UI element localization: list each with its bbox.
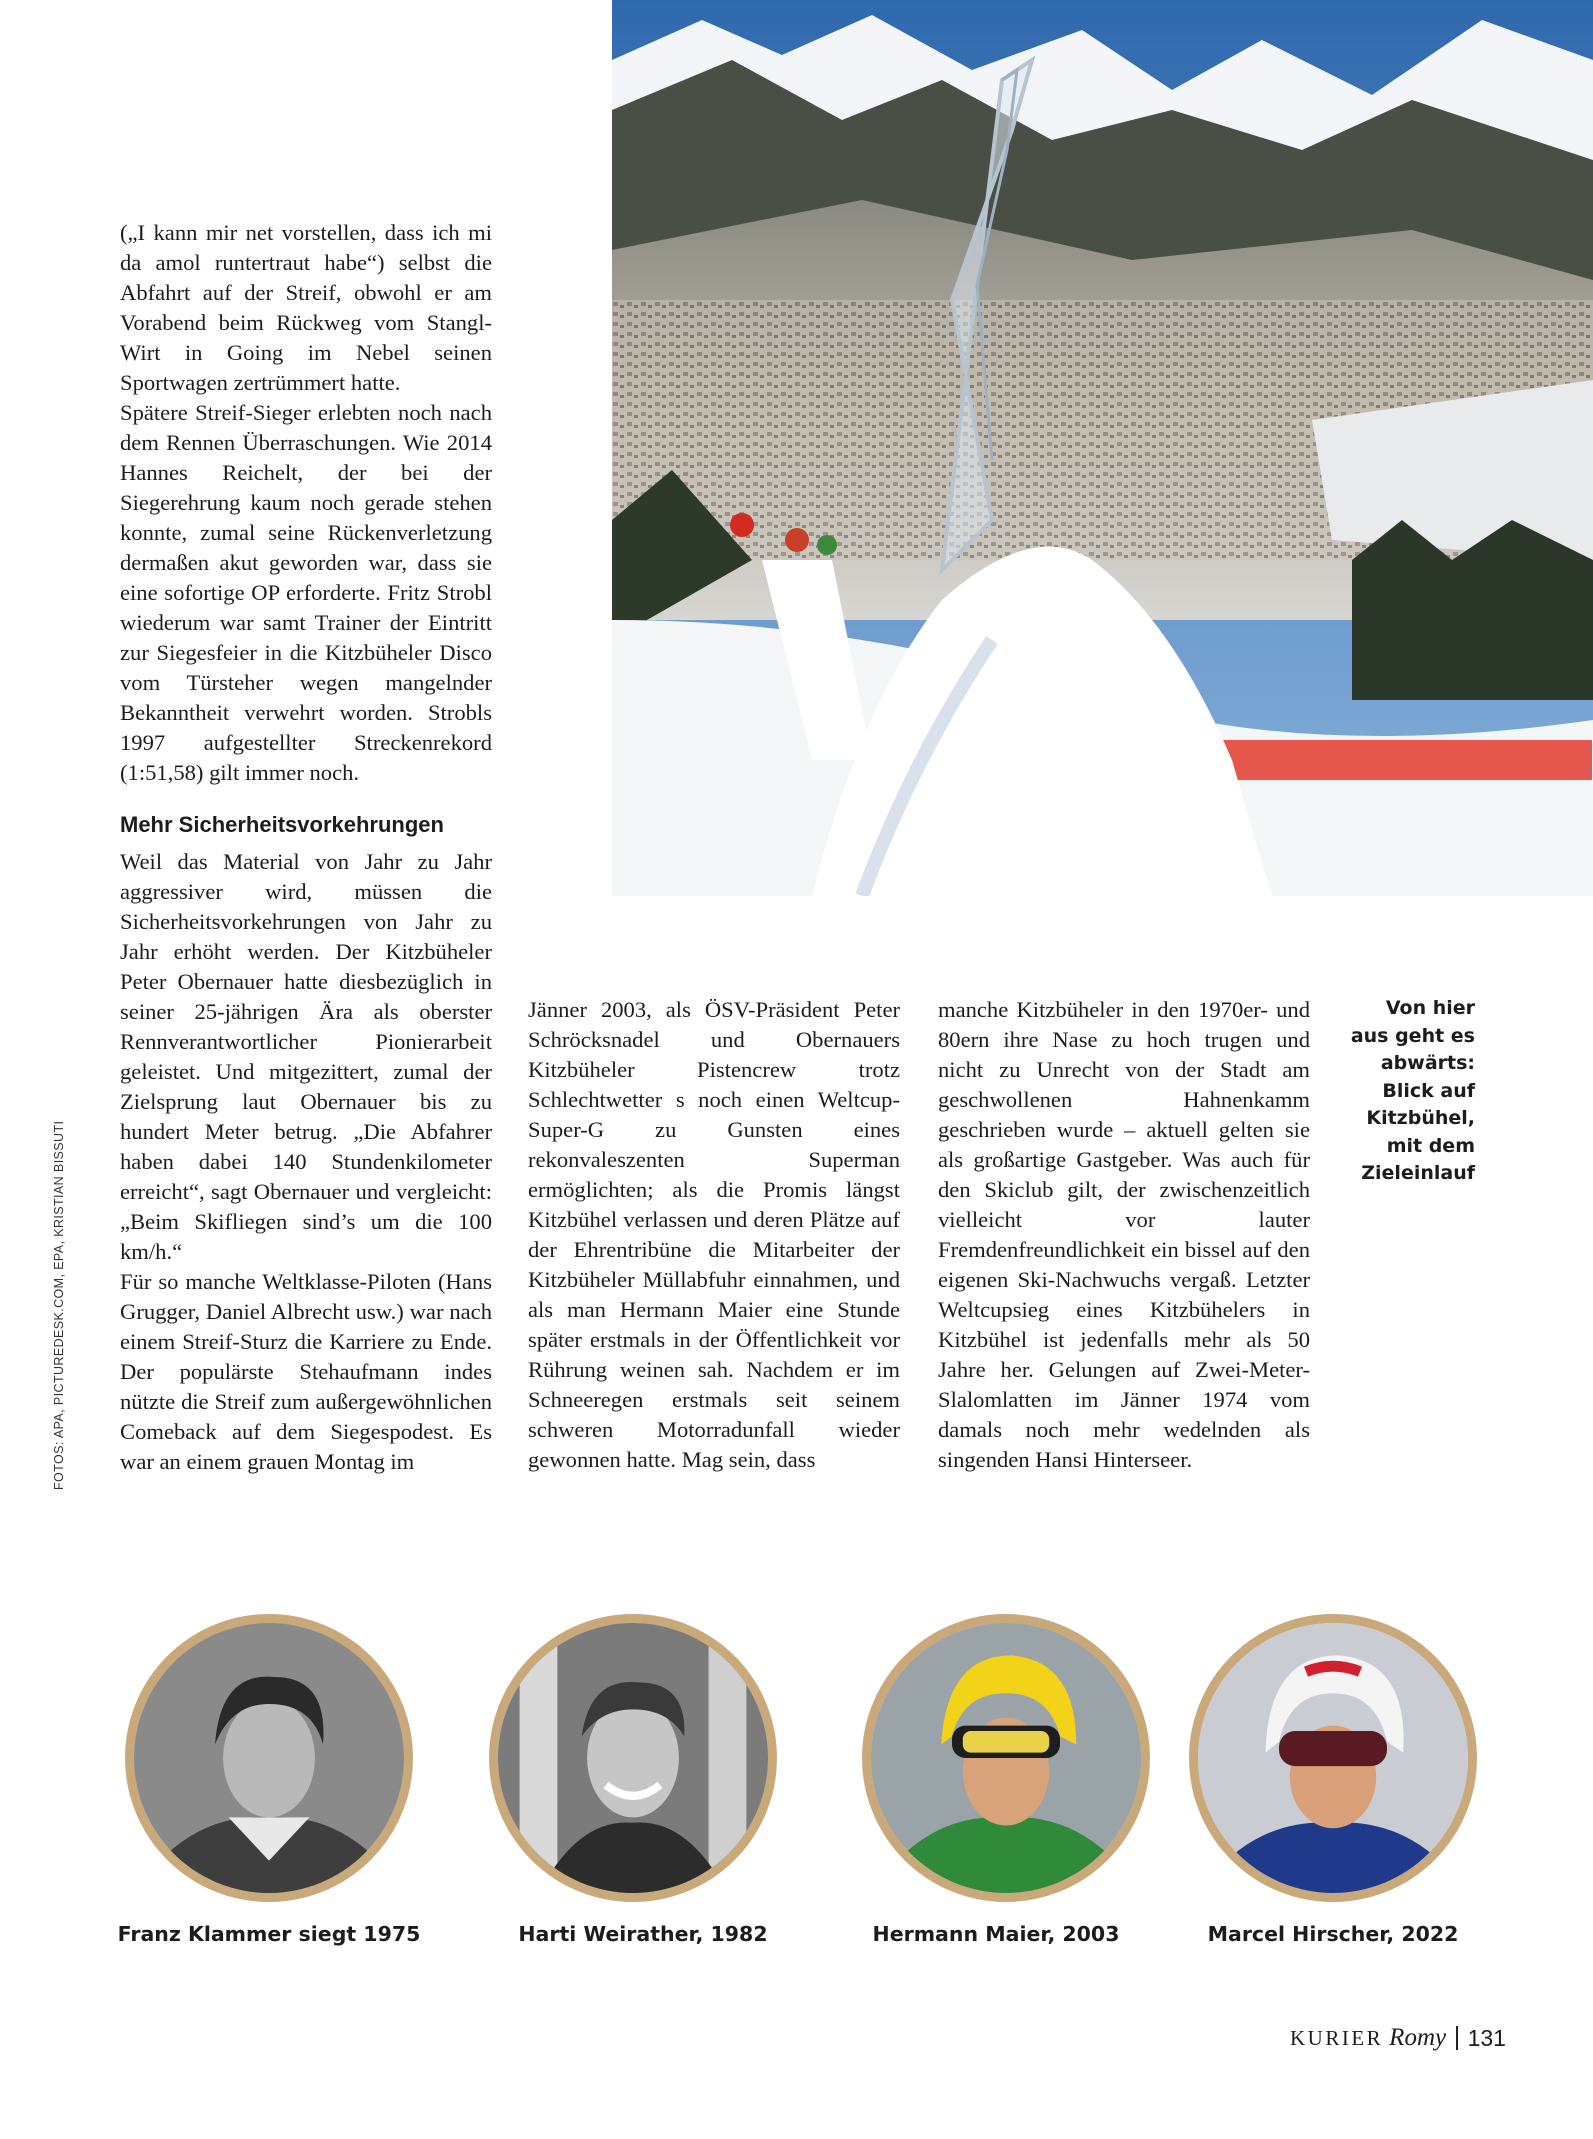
page-number: 131	[1467, 2024, 1506, 2051]
caption-line: abwärts:	[1380, 1052, 1475, 1074]
portrait-caption: Marcel Hirscher, 2022	[1207, 1922, 1459, 1946]
paragraph: („I kann mir net vorstellen, dass ich mi da amol runtertraut habe“) selbst die Abfahrt auf der Streif, obwohl er am Vorabend beim Rückweg vom Stangl-Wirt in Going im Nebel seinen Sportwagen zertrümmert hatte.	[120, 220, 492, 395]
article-column-2	[528, 995, 900, 1475]
paragraph: Spätere Streif-Sieger erlebten noch nach dem Rennen Überraschungen. Wie 2014 Hannes Reichelt, der bei der Siegerehrung kaum noch gerade stehen konnte, zumal seine Rückenverletzung dermaßen akut geworden war, dass sie eine sofortige OP erforderte. Fritz Strobl wiederum war samt Trainer der Eintritt zur Siegesfeier in die Kitzbüheler Disco vom Türsteher wegen mangelnder Bekanntheit verwehrt worden. Strobls 1997 aufgestellter Streckenrekord (1:51,58) gilt immer noch.	[120, 400, 492, 785]
portrait-caption: Harti Weirather, 1982	[518, 1922, 768, 1946]
photo-credit: FOTOS: APA, PICTUREDESK.COM, EPA, KRISTIAN BISSUTI	[52, 1120, 66, 1490]
article-column-1-top	[120, 218, 492, 788]
hero-photo-streif-trophy	[612, 0, 1593, 896]
paragraph: Weil das Material von Jahr zu Jahr aggressiver wird, müssen die Sicherheitsvorkehrungen von Jahr zu Jahr erhöht werden. Der Kitzbüheler Peter Obernauer hatte diesbezüglich in seiner 25-jährigen Ära als oberster Rennverantwortlicher Pionierarbeit geleistet. Und mitgezittert, zumal der Zielsprung laut Obernauer bis zu hundert Meter betrug. „Die Abfahrer haben dabei 140 Stundenkilometer erreicht“, sagt Obernauer und vergleicht: „Beim Skifliegen sind’s um die 100 km/h.“	[120, 849, 492, 1264]
portrait-redbull-helmet-icon	[1189, 1614, 1477, 1902]
portrait-caption: Franz Klammer siegt 1975	[117, 1922, 421, 1946]
footer-magazine: Romy	[1389, 2024, 1447, 2051]
caption-line: Von hier	[1385, 997, 1475, 1019]
caption-line: aus geht es	[1350, 1024, 1475, 1047]
paragraph: Jänner 2003, als ÖSV-Präsident Peter Schröcksnadel und Obernauers Kitzbüheler Pistencrew trotz Schlechtwetter s noch einen Weltcup-Super-G zu Gunsten eines rekonvaleszenten Superman ermöglichten; als die Promis längst Kitzbühel verlassen und deren Plätze auf der Ehrentribüne die Mitarbeiter der Kitzbüheler Müllabfuhr einnahmen, und als man Hermann Maier eine Stunde später erstmals in der Öffentlichkeit vor Rührung weinen sah. Nachdem er im Schneeregen erstmals seit seinem schweren Motorradunfall wieder gewonnen hatte. Mag sein, dass	[528, 997, 900, 1472]
portrait-caption: Hermann Maier, 2003	[872, 1922, 1120, 1946]
page-footer	[1290, 2024, 1506, 2052]
article-column-1-bottom	[120, 847, 492, 1477]
caption-line: mit dem	[1386, 1134, 1475, 1157]
photo-caption	[1350, 995, 1475, 1188]
footer-brand: KURIER	[1290, 2025, 1384, 2050]
portrait-helmet-goggles-icon	[862, 1614, 1150, 1902]
caption-line: Blick auf	[1382, 1079, 1475, 1102]
caption-line: Kitzbühel,	[1366, 1107, 1475, 1129]
footer-divider	[1456, 2026, 1458, 2050]
portrait-bw-icon	[125, 1614, 413, 1902]
paragraph: manche Kitzbüheler in den 1970er- und 80ern ihre Nase zu hoch trugen und nicht zu Unrecht von der Stadt am geschwollenen Hahnenkamm geschrieben wurde – aktuell gelten sie als großartige Gastgeber. Was auch für den Skiclub gilt, der zwischenzeitlich vielleicht vor lauter Fremdenfreundlichkeit ein bissel auf den eigenen Ski-Nachwuchs vergaß. Letzter Weltcupsieg eines Kitzbühelers in Kitzbühel ist jedenfalls mehr als 50 Jahre her. Gelungen auf Zwei-Meter-Slalomlatten im Jänner 1974 vom damals noch mehr wedelnden als singenden Hansi Hinterseer.	[938, 997, 1310, 1472]
article-column-3	[938, 995, 1310, 1475]
portrait-bw-skis-icon	[489, 1614, 777, 1902]
paragraph: Für so manche Weltklasse-Piloten (Hans Grugger, Daniel Albrecht usw.) war nach einem Streif-Sturz die Karriere zu Ende. Der populärste Stehaufmann indes nützte die Streif zum außergewöhnlichen Comeback auf dem Siegespodest. Es war an einem grauen Montag im	[120, 1269, 492, 1474]
subheading: Mehr Sicherheitsvorkehrungen	[120, 812, 444, 837]
caption-line: Zieleinlauf	[1361, 1162, 1475, 1184]
